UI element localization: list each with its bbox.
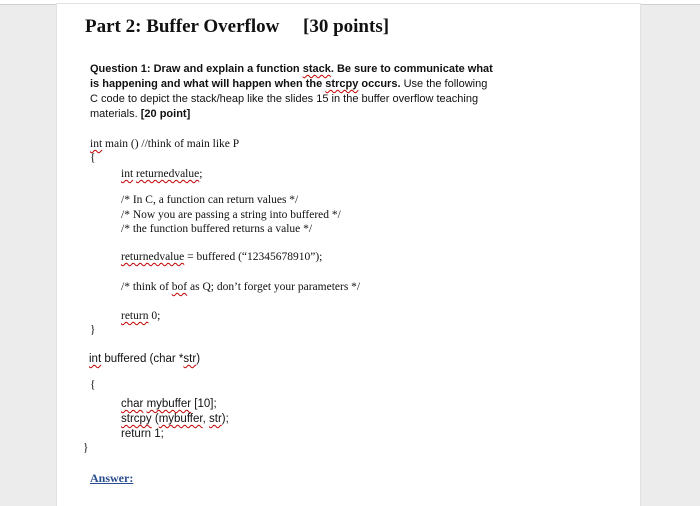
code-return-1: return 1; (121, 428, 164, 440)
question-line-3: C code to depict the stack/heap like the slides 15 in the buffer overflow teaching (90, 93, 479, 105)
code-comment-4-a: /* think of (121, 281, 172, 293)
code-decl-end: ; (199, 168, 203, 180)
code-brace-close: } (90, 324, 96, 336)
code-comment-2: /* Now you are passing a string into buffered */ (121, 209, 341, 221)
code-assignment (121, 251, 322, 263)
code-char-decl (121, 397, 217, 412)
code-decl-int: int (121, 168, 134, 180)
code-main-signature (90, 138, 239, 150)
code-strcpy-comma: , (202, 413, 209, 425)
question-points: [20 point] (140, 108, 191, 120)
code-strcpy-call (121, 412, 229, 427)
code-decl-var: returnedvalue (136, 168, 200, 180)
code-comment-4 (121, 281, 360, 293)
code-char-kw: char (121, 398, 144, 410)
question-text-bold-3: is happening and what will happen when the (90, 78, 326, 90)
code-buffered-mid: buffered (char * (101, 353, 184, 365)
question-label: Question 1: (90, 63, 151, 75)
question-text-bold: Draw and explain a function (153, 63, 303, 75)
question-text-normal-2: materials. (90, 108, 141, 120)
document-page (57, 4, 640, 506)
code-comment-4-bof: bof (171, 281, 188, 293)
code-brace-open-2: { (90, 379, 96, 391)
code-strcpy-arg-a: mybuffer (158, 413, 203, 425)
section-title: Part 2: Buffer Overflow (85, 16, 280, 37)
code-main-int: int (90, 138, 103, 150)
question-line-4 (90, 107, 190, 122)
answer-label: Answer: (90, 471, 134, 485)
stack-word: stack (302, 63, 331, 75)
code-strcpy-fn: strcpy (121, 413, 152, 425)
code-strcpy-open: ( (151, 413, 159, 425)
question-text-bold-2: . Be sure to communicate what (330, 63, 493, 75)
code-strcpy-arg-b: str (209, 413, 222, 425)
code-strcpy-end: ); (221, 413, 229, 425)
question-line-2 (90, 77, 487, 92)
code-assign-var: returnedvalue (121, 251, 185, 263)
code-return-rest: 0; (148, 310, 161, 322)
question-text-normal: Use the following (400, 78, 488, 90)
code-main-rest: main () //think of main like P (102, 138, 240, 150)
strcpy-word: strcpy (325, 78, 359, 90)
code-comment-4-b: as Q; don’t forget your parameters */ (187, 281, 361, 293)
code-buffered-signature (89, 352, 200, 367)
code-assign-rest: = buffered (“12345678910”); (184, 251, 323, 263)
code-declaration (121, 168, 202, 180)
code-buffered-end: ) (196, 353, 201, 365)
question-text-bold-4: occurs. (358, 78, 401, 90)
code-return (121, 310, 160, 322)
section-points: [30 points] (303, 16, 390, 37)
code-brace-close-2: } (83, 442, 89, 454)
code-char-rest: [10]; (191, 398, 217, 410)
code-brace-open: { (90, 152, 96, 164)
code-buffered-int: int (89, 353, 102, 365)
code-return-kw: return (121, 310, 149, 322)
code-char-var: mybuffer (146, 398, 192, 410)
code-comment-1: /* In C, a function can return values */ (121, 194, 299, 206)
code-buffered-str: str (183, 353, 197, 365)
code-comment-3: /* the function buffered returns a value */ (121, 223, 313, 235)
question-line-1 (90, 62, 493, 77)
